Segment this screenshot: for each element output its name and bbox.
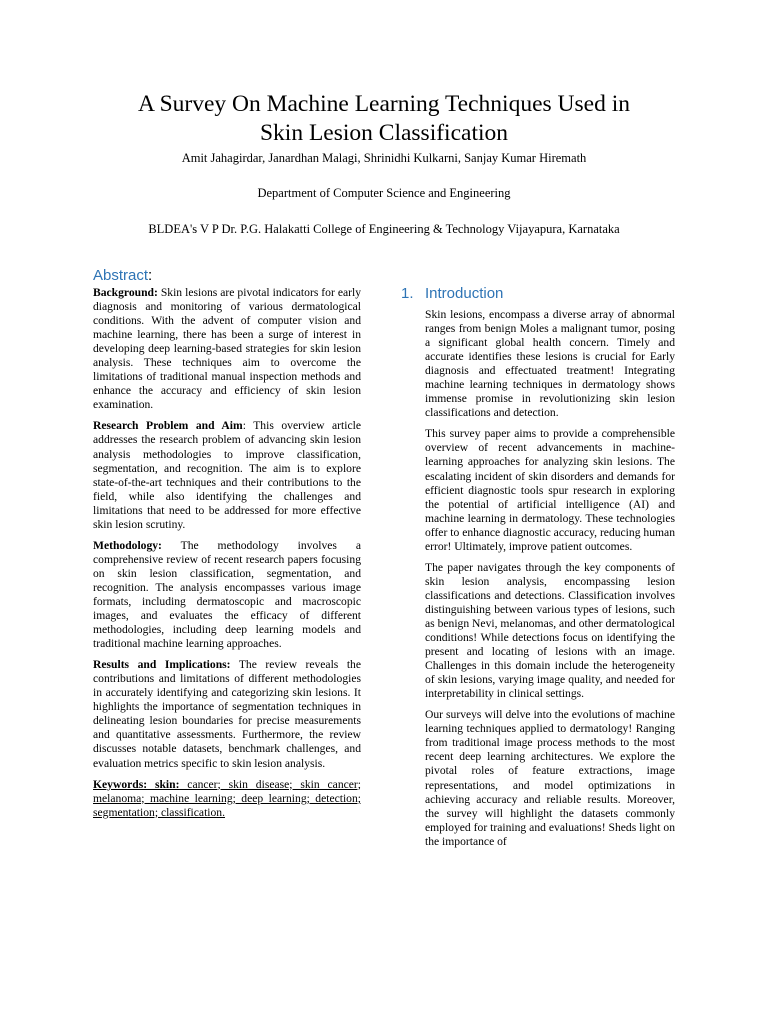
introduction-heading <box>401 285 503 303</box>
methodology-text: The methodology involves a comprehensive review of recent research papers focusing on skin lesion classification, segmentation, and recognition. The analysis encompasses various image formats, including dermatoscopic and macroscopic images, and evaluates the efficacy of different methodologies, including deep learning models and traditional machine learning approaches. <box>93 538 361 651</box>
introduction-number: 1. <box>401 285 414 302</box>
authors: Amit Jahagirdar, Janardhan Malagi, Shrinidhi Kulkarni, Sanjay Kumar Hiremath <box>181 151 587 165</box>
keywords-label: Keywords: skin: <box>93 777 180 791</box>
background-label: Background: <box>93 286 158 299</box>
department: Department of Computer Science and Engineering <box>257 186 511 200</box>
research-label: Research Problem and Aim <box>93 419 243 433</box>
paper-title <box>60 90 708 148</box>
introduction-column <box>425 308 675 856</box>
affiliation: BLDEA's V P Dr. P.G. Halakatti College of Engineering & Technology Vijayapura, Karnataka <box>148 222 620 236</box>
keywords <box>93 778 361 820</box>
abstract-column <box>93 266 361 820</box>
paper-title-line-1: A Survey On Machine Learning Techniques Used in <box>138 91 630 117</box>
abstract-results <box>93 658 361 770</box>
abstract-background <box>93 286 361 412</box>
research-text: : This overview article addresses the research problem of advancing skin lesion analysis methodologies to improve classification, segmentation, and recognition. The aim is to explore state-of-the-art techniques and their contributions to the field, while also identifying the challenges and limitations that need to be addressed for more effective skin lesion scrutiny. <box>93 419 361 531</box>
keywords-text: cancer; skin disease; skin cancer; melanoma; machine learning; deep learning; detection; segmentation; classification. <box>93 777 361 819</box>
abstract-heading-text: Abstract <box>93 267 149 284</box>
introduction-paragraph: This survey paper aims to provide a comprehensible overview of recent advancements in machine-learning approaches for analyzing skin lesions. The escalating incident of skin disorders and demands for efficient diagnostic tools spur research in exploring the potential of artificial intelligence (AI) and machine learning in dermatology. These technologies offer to enhance diagnostic accuracy, reducing human error! Ultimately, improve patient outcomes. <box>425 427 675 553</box>
abstract-research-problem <box>93 419 361 531</box>
introduction-paragraph: Skin lesions, encompass a diverse array of abnormal ranges from benign Moles a malignant tumor, posing a significant global health concern. Timely and accurate identifies these lesions is crucial for Early diagnosis and effectuated treatment! Integrating machine learning techniques in dermatology shows immense promise in revolutionizing skin lesion classifications and detection. <box>425 308 675 420</box>
abstract-heading-colon: : <box>148 267 153 284</box>
introduction-heading-text: Introduction <box>425 285 504 302</box>
background-text: Skin lesions are pivotal indicators for early diagnosis and monitoring of various dermatological conditions. With the advent of computer vision and machine learning, there has been a surge of interest in developing deep learning-based strategies for skin lesion analysis. These techniques aim to overcome the limitations of traditional manual inspection methods and enhance the accuracy and efficiency of skin lesion examination. <box>93 286 361 412</box>
methodology-label: Methodology: <box>93 538 162 552</box>
results-text: The review reveals the contributions and limitations of different methodologies in accurately identifying and categorizing skin lesions. It highlights the importance of segmentation techniques in delineating lesion boundaries for precise measurements and quantitative assessments. Furthermore, the review discusses notable datasets, benchmark challenges, and evaluation metrics specific to skin lesion analysis. <box>93 658 361 770</box>
introduction-paragraph: The paper navigates through the key components of skin lesion analysis, encompassing lesion classifications and detections. Classification involves distinguishing between various types of lesions, such as benign Nevi, melanomas, and other dermatological conditions! While detections focus on identifying the present and locating of lesions with an image. Challenges in this domain include the heterogeneity of skin lesions, varying image quality, and needed for interpretability in clinical settings. <box>425 560 675 701</box>
results-label: Results and Implications: <box>93 658 231 672</box>
abstract-heading <box>93 266 361 286</box>
introduction-paragraph: Our surveys will delve into the evolutions of machine learning techniques applied to dermatology! Ranging from traditional image process methods to the most recent deep learning architectures. We explore the pivotal roles of feature extractions, image representations, and model optimizations in achieving accuracy and reliable results. Moreover, the survey will highlight the datasets commonly employed for training and evaluations! Sheds light on the importance of <box>425 708 675 848</box>
abstract-methodology <box>93 539 361 651</box>
paper-title-line-2: Skin Lesion Classification <box>259 120 509 146</box>
